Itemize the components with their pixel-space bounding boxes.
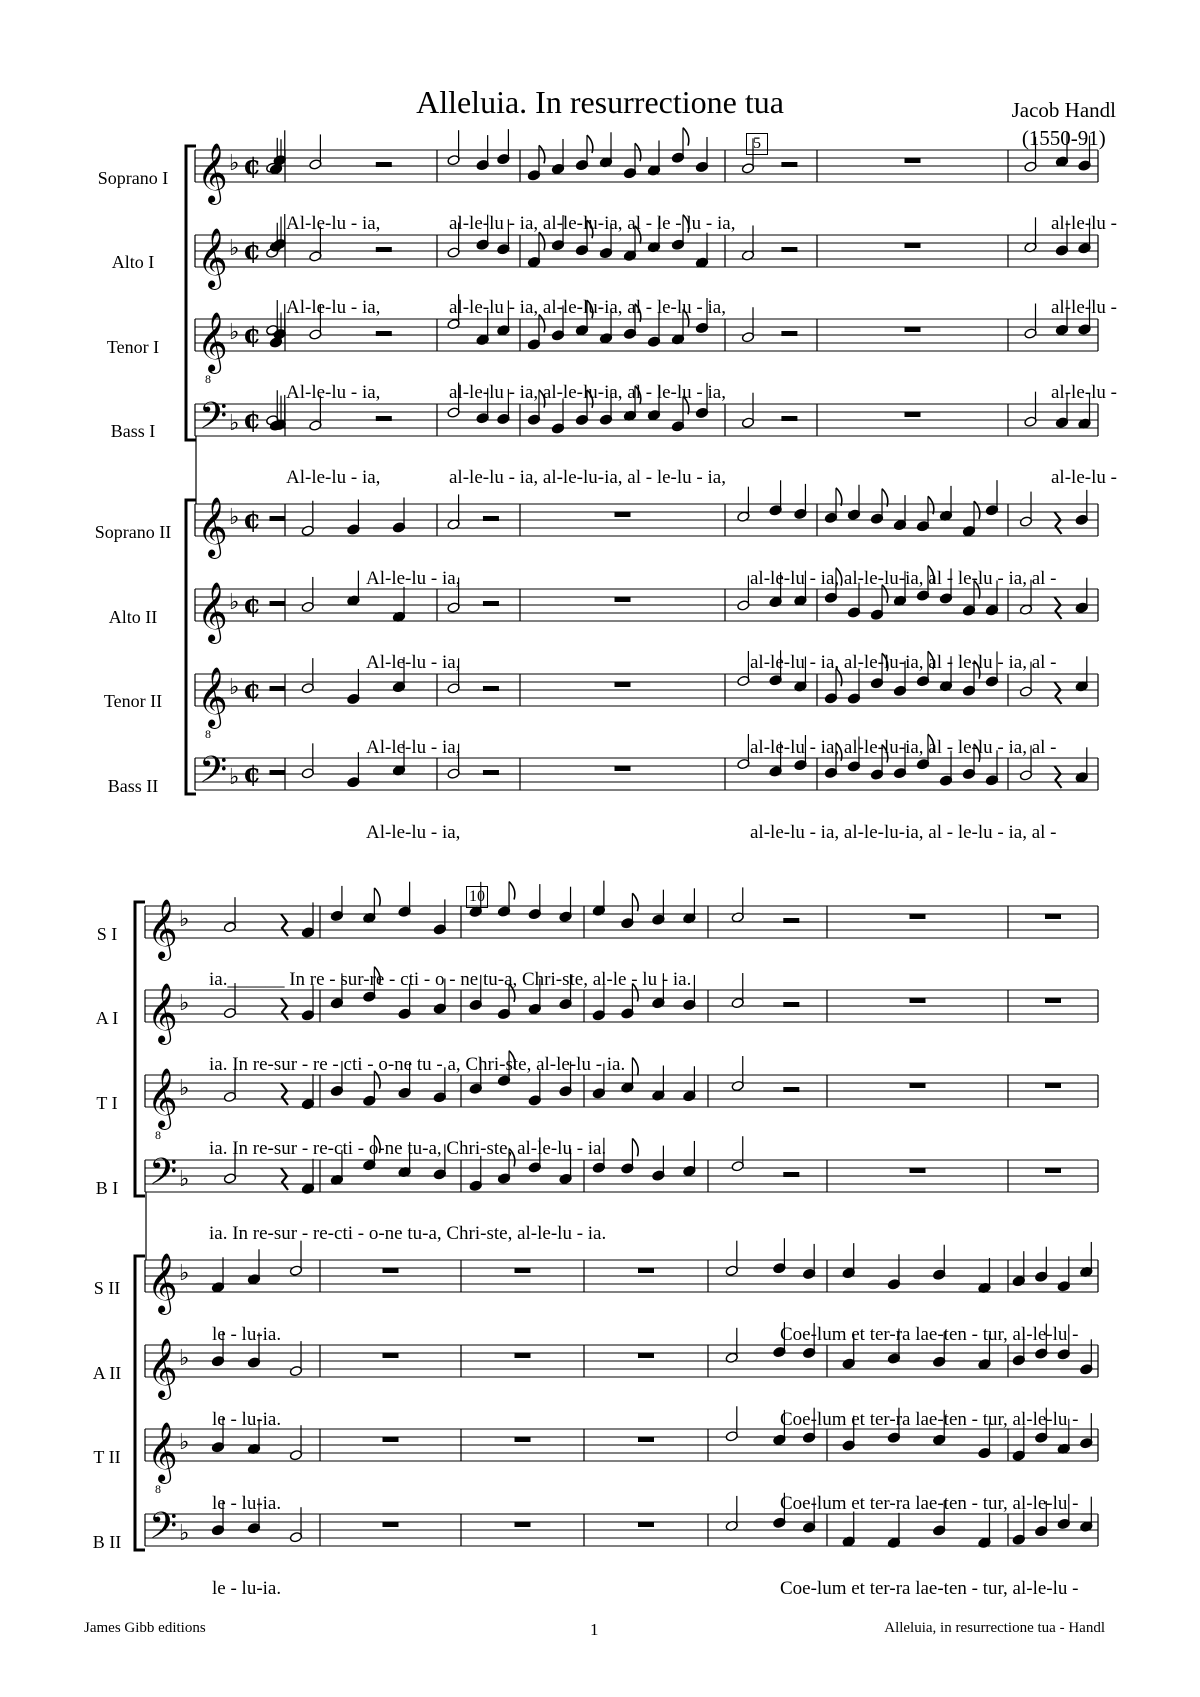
whole-rest: [615, 597, 631, 602]
whole-rest: [383, 1353, 399, 1358]
flat-icon: ♭: [179, 1261, 190, 1286]
lyric-line: Al-le-lu - ia,: [366, 568, 461, 589]
piece-title: Alleluia. In resurrectione tua: [416, 84, 784, 120]
lyric-line: Coe-lum et ter-ra lae-ten - tur, al-le-lu -: [780, 1578, 1079, 1599]
lyric-line: al-le-lu - ia, al-le-lu-ia, al - le - lu - ia,: [449, 213, 736, 234]
whole-rest: [638, 1522, 654, 1527]
lyric-line: Al-le-lu - ia,: [366, 737, 461, 758]
whole-rest: [905, 243, 921, 248]
cut-time-icon: ¢: [243, 320, 262, 350]
flat-icon: ♭: [179, 1430, 190, 1455]
half-rest: [376, 331, 392, 336]
lyric-line: Al-le-lu - ia,: [286, 467, 381, 488]
half-rest: [270, 770, 286, 775]
lyric-line: le - lu-ia.: [212, 1493, 282, 1514]
treble-clef-icon: 𝄞: [197, 582, 228, 642]
bass-clef-icon: 𝄢: [149, 1505, 178, 1556]
lyric-line: al-le-lu -: [1051, 382, 1117, 403]
part-label: Bass I: [110, 421, 156, 441]
note-flag: [928, 651, 934, 669]
half-rest: [376, 416, 392, 421]
quarter-rest: [281, 1083, 288, 1105]
octave-mark: 8: [205, 727, 211, 741]
measure-number: 10: [466, 886, 488, 908]
flat-icon: ♭: [229, 320, 240, 345]
whole-rest: [638, 1437, 654, 1442]
note-flag: [374, 1071, 380, 1089]
bass-clef-icon: 𝄢: [199, 749, 228, 800]
lyric-line: al-le-lu - ia, al-le-lu-ia, al - le-lu - ia,: [449, 297, 726, 318]
quarter-rest: [1055, 682, 1062, 704]
lyric-line: Coe-lum et ter-ra lae-ten - tur, al-le-lu -: [780, 1324, 1079, 1345]
part-label: T II: [93, 1447, 121, 1467]
note-flag: [509, 1148, 515, 1166]
flat-icon: ♭: [179, 1167, 190, 1192]
half-rest: [781, 162, 797, 167]
treble-clef-icon: 𝄞: [197, 228, 228, 288]
lyric-line: Coe-lum et ter-ra lae-ten - tur, al-le-lu -: [780, 1493, 1079, 1514]
note-flag: [974, 661, 980, 679]
lyric-line: al-le-lu - ia, al-le-lu-ia, al - le-lu - ia, al -: [750, 822, 1057, 843]
treble-clef-icon: 𝄞: [147, 899, 178, 959]
treble-clef-icon: 𝄞: [197, 667, 228, 727]
cut-time-icon: ¢: [243, 505, 262, 535]
treble-clef-icon: 𝄞: [147, 1253, 178, 1313]
whole-rest: [615, 766, 631, 771]
note-flag: [509, 984, 515, 1002]
whole-rest: [1045, 1168, 1061, 1173]
treble-clef-icon: 𝄞: [197, 497, 228, 557]
lyric-line: ia. In re-sur - re - cti - o-ne tu - a, Chri-ste, al-le-lu - ia.: [209, 1054, 626, 1075]
whole-rest: [905, 412, 921, 417]
system-bracket: [186, 146, 196, 440]
treble-clef-icon: 𝄞: [147, 1068, 178, 1128]
cut-time-icon: ¢: [243, 759, 262, 789]
flat-icon: ♭: [229, 765, 240, 790]
bass-clef-icon: 𝄢: [149, 1151, 178, 1202]
cut-time-icon: ¢: [243, 236, 262, 266]
half-rest: [270, 601, 286, 606]
half-rest: [781, 247, 797, 252]
treble-clef-icon: 𝄞: [147, 983, 178, 1043]
whole-rest: [383, 1437, 399, 1442]
octave-mark: 8: [155, 1128, 161, 1142]
half-rest: [483, 516, 499, 521]
whole-rest: [910, 1168, 926, 1173]
bass-clef-icon: 𝄢: [199, 395, 228, 446]
note-flag: [539, 390, 545, 408]
lyric-line: Al-le-lu - ia,: [286, 382, 381, 403]
part-label: B II: [92, 1532, 122, 1552]
whole-rest: [910, 1083, 926, 1088]
system-bracket: [186, 500, 196, 794]
lyric-line: al-le-lu - ia, al-le-lu-ia, al - le-lu - ia, al -: [750, 652, 1057, 673]
note-flag: [974, 744, 980, 762]
lyric-line: le - lu-ia.: [212, 1409, 282, 1430]
treble-clef-icon: 𝄞: [197, 143, 228, 203]
note-flag: [374, 1135, 380, 1153]
half-rest: [270, 686, 286, 691]
flat-icon: ♭: [179, 907, 190, 932]
part-label: Tenor I: [106, 337, 160, 357]
lyric-line: le - lu-ia.: [212, 1324, 282, 1345]
note-flag: [882, 745, 888, 763]
running-title: Alleluia, in resurrectione tua - Handl: [884, 1620, 1105, 1636]
quarter-rest: [1055, 512, 1062, 534]
whole-rest: [1045, 998, 1061, 1003]
system-bracket: [135, 1256, 145, 1550]
lyric-line: Al-le-lu - ia,: [286, 213, 381, 234]
whole-rest: [1045, 914, 1061, 919]
lyric-line: le - lu-ia.: [212, 1578, 282, 1599]
octave-mark: 8: [205, 372, 211, 386]
note-flag: [683, 128, 689, 146]
whole-rest: [910, 998, 926, 1003]
whole-rest: [910, 914, 926, 919]
cut-time-icon: ¢: [243, 405, 262, 435]
part-label: Soprano II: [94, 522, 172, 542]
half-rest: [270, 516, 286, 521]
lyric-line: al-le-lu - ia, al-le-lu-ia, al - le-lu - ia, al -: [750, 568, 1057, 589]
quarter-rest: [281, 914, 288, 936]
note-flag: [509, 1051, 515, 1069]
lyric-line: Coe-lum et ter-ra lae-ten - tur, al-le-lu -: [780, 1409, 1079, 1430]
part-label: Alto II: [108, 607, 158, 627]
half-rest: [783, 1172, 799, 1177]
note-flag: [928, 734, 934, 752]
quarter-rest: [1055, 766, 1062, 788]
half-rest: [483, 686, 499, 691]
lyric-line: al-le-lu -: [1051, 213, 1117, 234]
whole-rest: [905, 158, 921, 163]
flat-icon: ♭: [179, 1521, 190, 1546]
flat-icon: ♭: [229, 590, 240, 615]
quarter-rest: [1055, 597, 1062, 619]
lyric-line: al-le-lu -: [1051, 297, 1117, 318]
page-number: 1: [590, 1620, 599, 1639]
note-flag: [836, 568, 842, 586]
treble-clef-icon: 𝄞: [147, 1422, 178, 1482]
half-rest: [483, 770, 499, 775]
lyric-line: al-le-lu - ia, al-le-lu-ia, al - le-lu - ia,: [449, 467, 726, 488]
whole-rest: [515, 1437, 531, 1442]
note-flag: [882, 585, 888, 603]
flat-icon: ♭: [229, 505, 240, 530]
whole-rest: [515, 1353, 531, 1358]
flat-icon: ♭: [229, 151, 240, 176]
cut-time-icon: ¢: [243, 151, 262, 181]
note-flag: [974, 581, 980, 599]
note-flag: [374, 888, 380, 906]
note-flag: [635, 386, 641, 404]
lyric-line: al-le-lu - ia, al-le-lu-ia, al - le-lu - ia, al -: [750, 737, 1057, 758]
part-label: A II: [92, 1363, 122, 1383]
note-flag: [632, 1138, 638, 1156]
part-label: T I: [96, 1093, 118, 1113]
note-flag: [587, 390, 593, 408]
system-bracket: [135, 902, 145, 1196]
half-rest: [781, 331, 797, 336]
lyric-line: ia.______ In re - sur-re - cti - o - ne tu-a, Chri-ste, al-le - lu - ia.: [209, 969, 692, 990]
note-flag: [632, 1058, 638, 1076]
lyric-line: al-le-lu - ia, al-le-lu-ia, al - le-lu - ia,: [449, 382, 726, 403]
note-flag: [587, 300, 593, 318]
flat-icon: ♭: [229, 236, 240, 261]
note-flag: [836, 488, 842, 506]
half-rest: [483, 601, 499, 606]
lyric-line: Al-le-lu - ia,: [366, 822, 461, 843]
whole-rest: [638, 1353, 654, 1358]
whole-rest: [1045, 1083, 1061, 1088]
lyric-line: ia. In re-sur - re-cti - o-ne tu-a, Chri-ste, al-le-lu - ia.: [209, 1138, 607, 1159]
flat-icon: ♭: [179, 1076, 190, 1101]
publisher-credit: James Gibb editions: [84, 1620, 206, 1636]
octave-mark: 8: [155, 1482, 161, 1496]
lyric-line: al-le-lu -: [1051, 467, 1117, 488]
cut-time-icon: ¢: [243, 590, 262, 620]
note-flag: [882, 653, 888, 671]
flat-icon: ♭: [229, 411, 240, 436]
part-label: Alto I: [111, 252, 155, 272]
note-flag: [632, 983, 638, 1001]
part-label: B I: [95, 1178, 119, 1198]
note-flag: [539, 314, 545, 332]
whole-rest: [515, 1268, 531, 1273]
part-label: Soprano I: [97, 168, 169, 188]
quarter-rest: [281, 1168, 288, 1190]
composer-name: Jacob Handl: [1011, 98, 1116, 122]
cut-time-icon: ¢: [243, 675, 262, 705]
whole-rest: [383, 1268, 399, 1273]
flat-icon: ♭: [179, 1346, 190, 1371]
note-flag: [632, 893, 638, 911]
lyric-line: Al-le-lu - ia,: [366, 652, 461, 673]
whole-rest: [615, 512, 631, 517]
measure-number: 5: [746, 133, 768, 155]
note-flag: [836, 668, 842, 686]
half-rest: [376, 162, 392, 167]
note-flag: [509, 882, 515, 900]
composer-dates: (1550-91): [1021, 126, 1106, 150]
treble-clef-icon: 𝄞: [147, 1338, 178, 1398]
half-rest: [781, 416, 797, 421]
note-flag: [683, 309, 689, 327]
whole-rest: [515, 1522, 531, 1527]
note-flag: [928, 566, 934, 584]
whole-rest: [615, 682, 631, 687]
whole-rest: [638, 1268, 654, 1273]
half-rest: [783, 918, 799, 923]
half-rest: [376, 247, 392, 252]
half-rest: [783, 1002, 799, 1007]
part-label: S I: [96, 924, 118, 944]
treble-clef-icon: 𝄞: [197, 312, 228, 372]
whole-rest: [905, 327, 921, 332]
part-label: S II: [93, 1278, 121, 1298]
flat-icon: ♭: [179, 991, 190, 1016]
part-label: A I: [95, 1008, 119, 1028]
note-flag: [683, 215, 689, 233]
lyric-line: ia. In re-sur - re-cti - o-ne tu-a, Chri-ste, al-le-lu - ia.: [209, 1223, 607, 1244]
lyric-line: Al-le-lu - ia,: [286, 297, 381, 318]
whole-rest: [383, 1522, 399, 1527]
note-flag: [374, 967, 380, 985]
part-label: Tenor II: [103, 691, 163, 711]
quarter-rest: [281, 998, 288, 1020]
flat-icon: ♭: [229, 675, 240, 700]
note-flag: [539, 145, 545, 163]
part-label: Bass II: [107, 776, 159, 796]
half-rest: [783, 1087, 799, 1092]
